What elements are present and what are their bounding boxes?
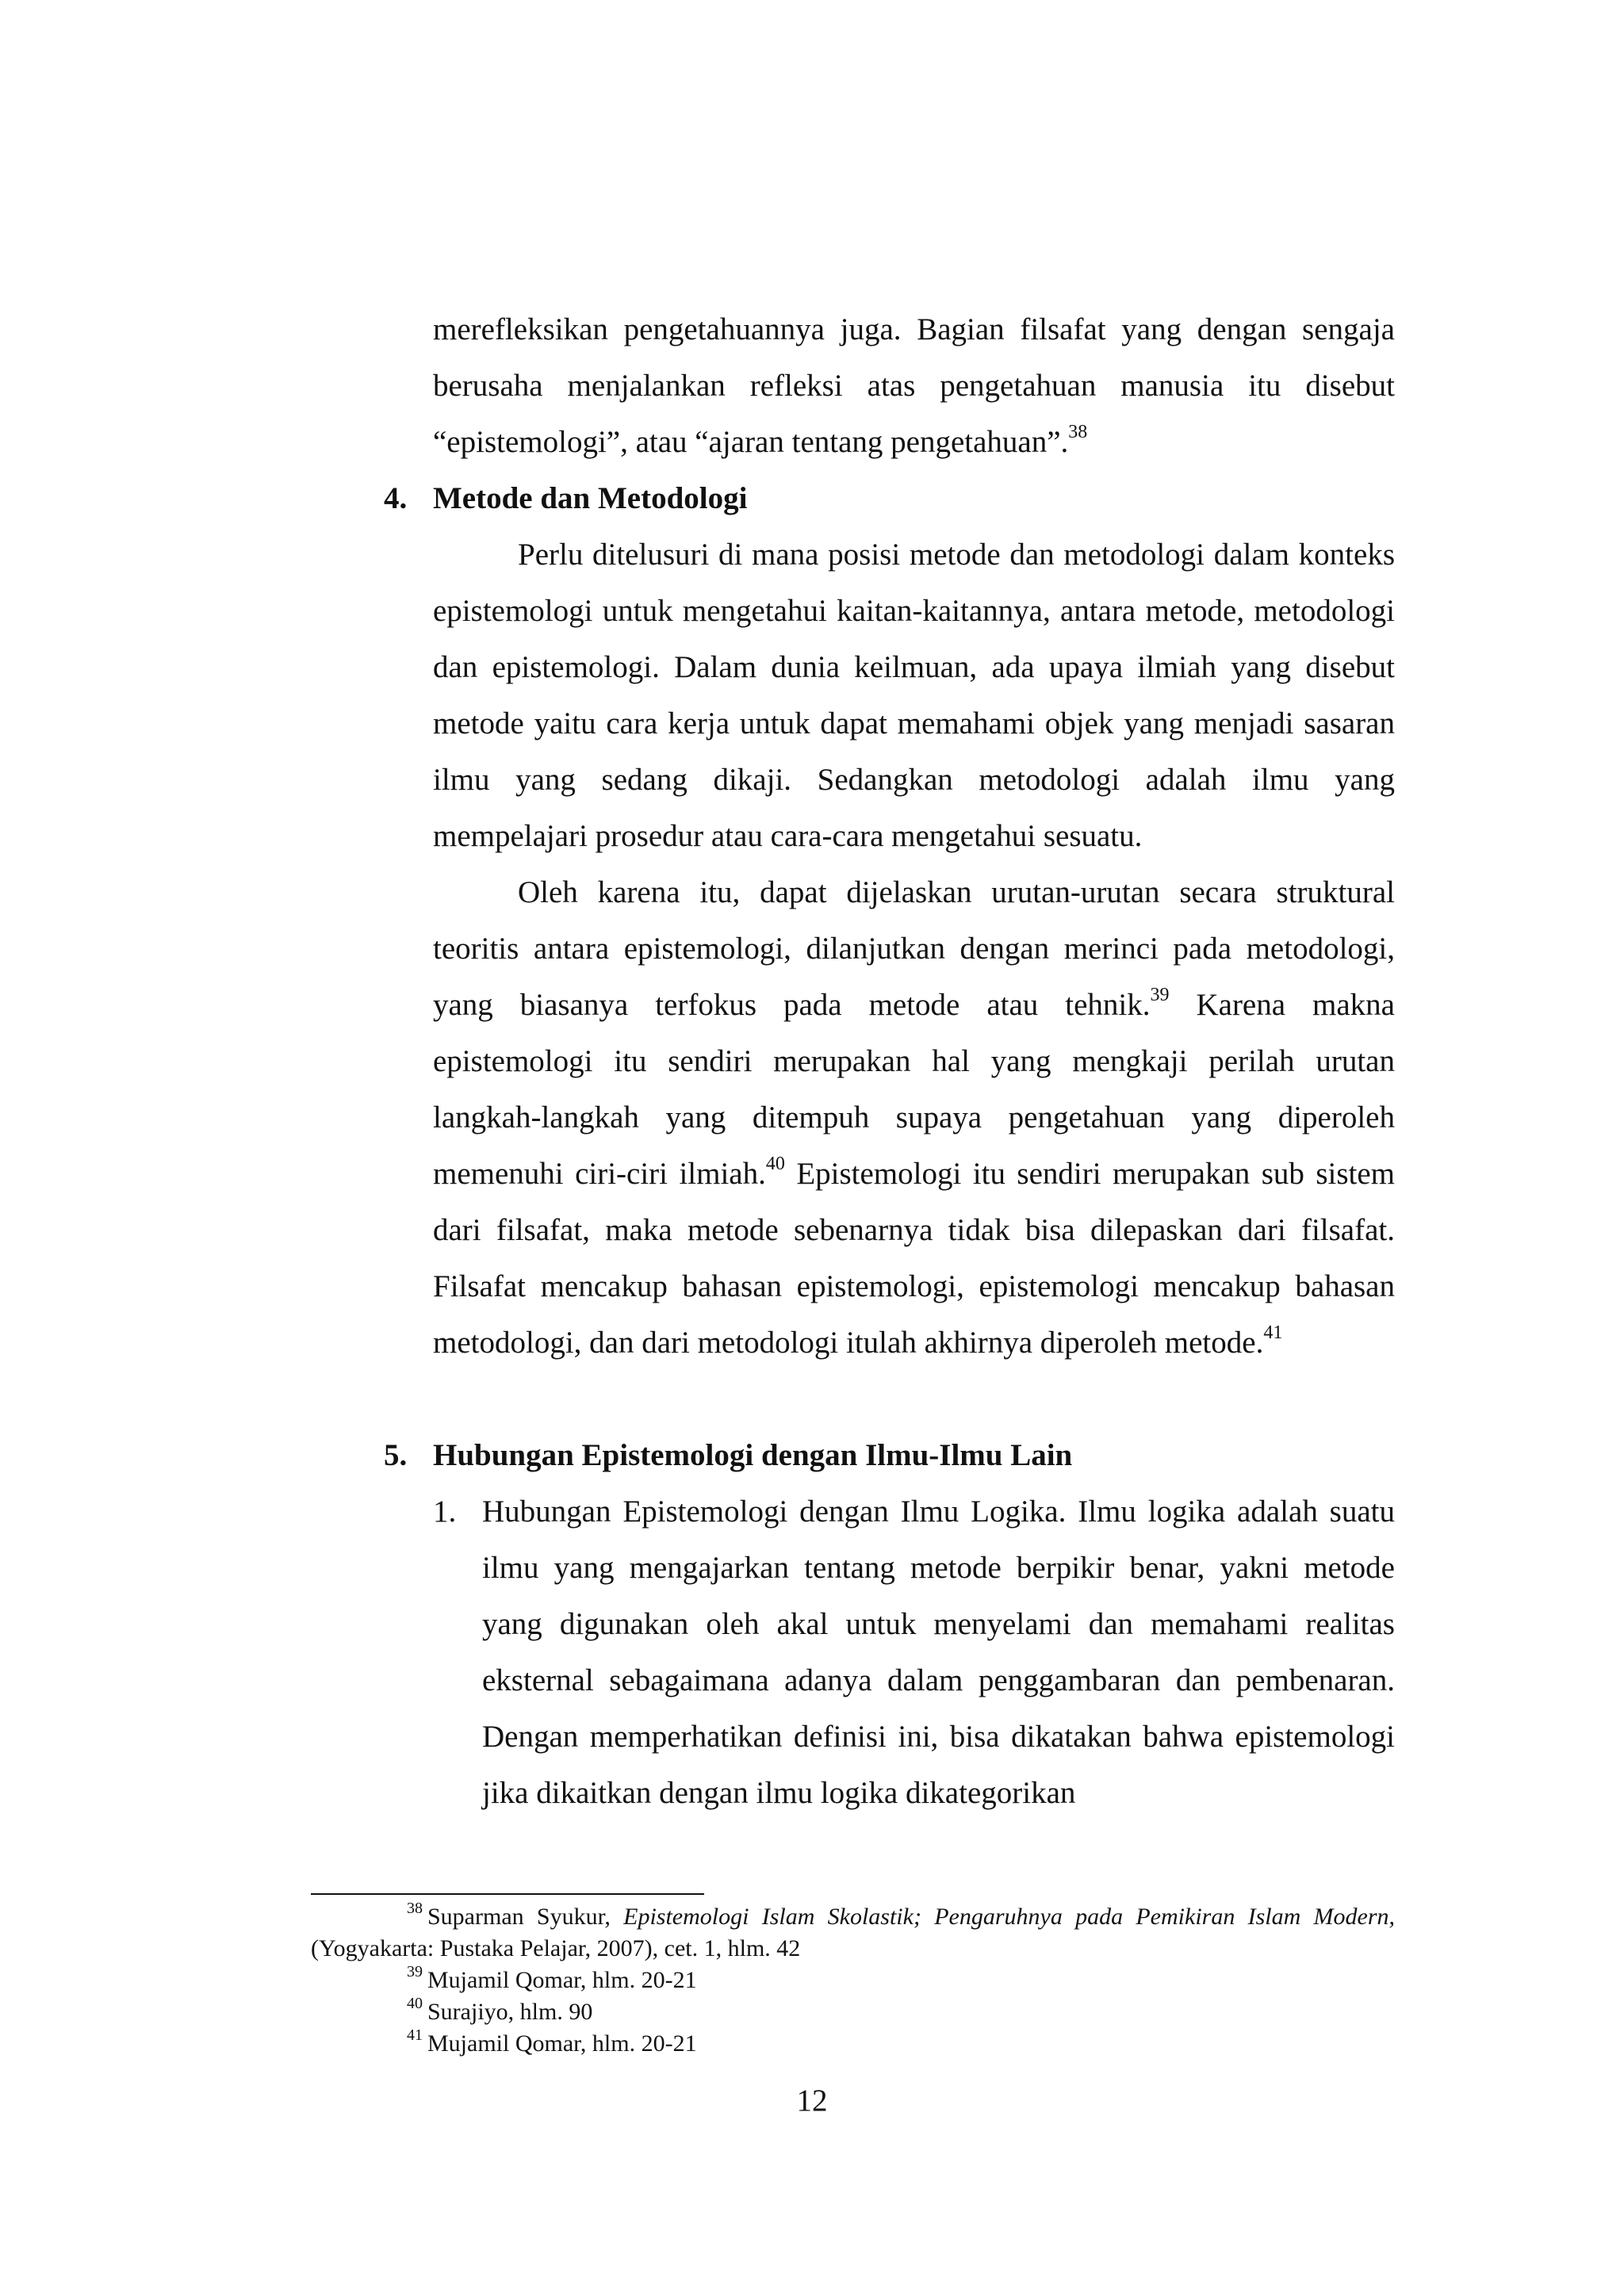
section-5-number: 5. (384, 1438, 408, 1472)
section-4-paragraph-1-text: Perlu ditelusuri di mana posisi metode dan metodologi dalam konteks epistemologi untuk mengetahui kaitan-kaitannya, antara metode, metodologi dan epistemologi. Dalam dunia keilmuan, ada upaya ilmiah yang disebut metode yaitu cara kerja untuk dapat memahami objek yang menjadi sasaran ilmu yang sedang dikaji. Sedangkan metodologi adalah ilmu yang mempelajari prosedur atau cara-cara mengetahui sesuatu. (433, 538, 1395, 853)
section-4-title: Metode dan Metodologi (433, 481, 748, 515)
footnote-publication: (Yogyakarta: Pustaka Pelajar, 2007), cet. 1, hlm. 42 (311, 1935, 801, 1961)
list-item-text: Hubungan Epistemologi dengan Ilmu Logika. Ilmu logika adalah suatu ilmu yang mengajarkan tentang metode berpikir benar, yakni metode yang digunakan oleh akal untuk menyelami dan memahami realitas eksternal sebagaimana adanya dalam penggambaran dan pembenaran. Dengan memperhatikan definisi ini, bisa dikatakan bahwa epistemologi jika dikaitkan dengan ilmu logika dikategorikan (482, 1494, 1395, 1810)
intro-text: merefleksikan pengetahuannya juga. Bagian filsafat yang dengan sengaja berusaha menjalankan refleksi atas pengetahuan manusia itu disebut “epistemologi”, atau “ajaran tentang pengetahuan”. (433, 312, 1395, 459)
footnote-separator (311, 1893, 704, 1895)
paragraph-2-part-1: Oleh karena itu, dapat dijelaskan urutan-urutan secara struktural teoritis antara epistemologi, dilanjutkan dengan merinci pada metodologi, yang biasanya terfokus pada metode atau tehnik. (433, 875, 1395, 1022)
footnote-text: Surajiyo, hlm. 90 (427, 1999, 593, 2025)
footnote-text: Suparman Syukur, (427, 1904, 624, 1930)
footnote-ref-40: 40 (765, 1154, 785, 1174)
footnote-number: 38 (407, 1900, 423, 1917)
footnote-38 (311, 1901, 1395, 1965)
footnote-39 (311, 1965, 1395, 1996)
paragraph-2-part-2: Karena makna epistemologi itu sendiri merupakan hal yang mengkaji perilah urutan langkah-langkah yang ditempuh supaya pengetahuan yang diperoleh memenuhi ciri-ciri ilmiah. (433, 988, 1395, 1191)
footnote-ref-38: 38 (1068, 422, 1088, 442)
footnote-text: Mujamil Qomar, hlm. 20-21 (427, 2030, 697, 2057)
footnote-number: 39 (407, 1963, 423, 1980)
footnote-book-title: Epistemologi Islam Skolastik; Pengaruhnya pada Pemikiran Islam Modern, (623, 1904, 1395, 1930)
section-5-title: Hubungan Epistemologi dengan Ilmu-Ilmu Lain (433, 1438, 1073, 1472)
footnote-40 (311, 1996, 1395, 2028)
footnotes (311, 1901, 1395, 2060)
intro-paragraph (433, 301, 1395, 470)
footnote-text: Mujamil Qomar, hlm. 20-21 (427, 1967, 697, 1993)
section-4-paragraph-1 (433, 526, 1395, 864)
footnote-number: 40 (407, 1995, 423, 2012)
footnote-ref-41: 41 (1263, 1322, 1283, 1343)
page-number: 12 (796, 2084, 828, 2118)
paragraph-2-part-3: Epistemologi itu sendiri merupakan sub sistem dari filsafat, maka metode sebenarnya tidak bisa dilepaskan dari filsafat. Filsafat mencakup bahasan epistemologi, epistemologi mencakup bahasan metodologi, dan dari metodologi itulah akhirnya diperoleh metode. (433, 1157, 1396, 1360)
section-4-paragraph-2 (433, 864, 1395, 1371)
footnote-41 (311, 2028, 1395, 2060)
footnote-ref-39: 39 (1150, 985, 1170, 1005)
section-4-number: 4. (384, 481, 408, 515)
list-item (433, 1483, 1395, 1821)
list-item-marker: 1. (433, 1494, 457, 1529)
footnote-number: 41 (407, 2026, 423, 2044)
